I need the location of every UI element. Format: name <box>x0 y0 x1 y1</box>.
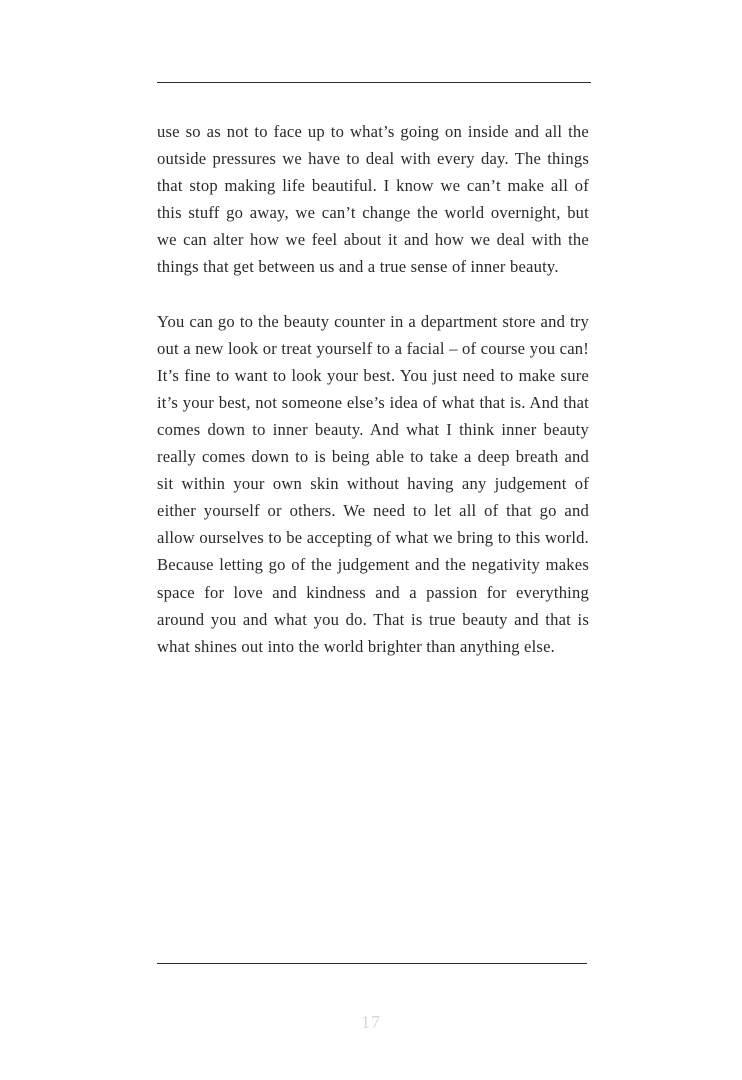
paragraph-2: You can go to the beauty counter in a department store and try out a new look or treat yourself to a facial – of course you can! It’s fine to want to look your best. You just need to make sure it’s your best, not someone else’s idea of what that is. And that comes down to inner beauty. And what I think inner beauty really comes down to is being able to take a deep breath and sit within your own skin without having any judgement of either yourself or others. We need to let all of that go and allow ourselves to be accepting of what we bring to this world. Because letting go of the judgement and the negativity makes space for love and kindness and a passion for everything around you and what you do. That is true beauty and that is what shines out into the world brighter than anything else. <box>157 311 589 656</box>
bottom-rule <box>157 963 587 964</box>
page-number: 17 <box>361 1012 381 1032</box>
top-rule <box>157 82 591 83</box>
paragraph-1: use so as not to face up to what’s going on inside and all the outside pressures we have to deal with every day. The things that stop making life beautiful. I know we can’t make all of this stuff go away, we can’t change the world overnight, but we can alter how we feel about it and how we deal with the things that get between us and a true sense of inner beauty. <box>157 122 589 277</box>
body-text <box>157 118 589 660</box>
